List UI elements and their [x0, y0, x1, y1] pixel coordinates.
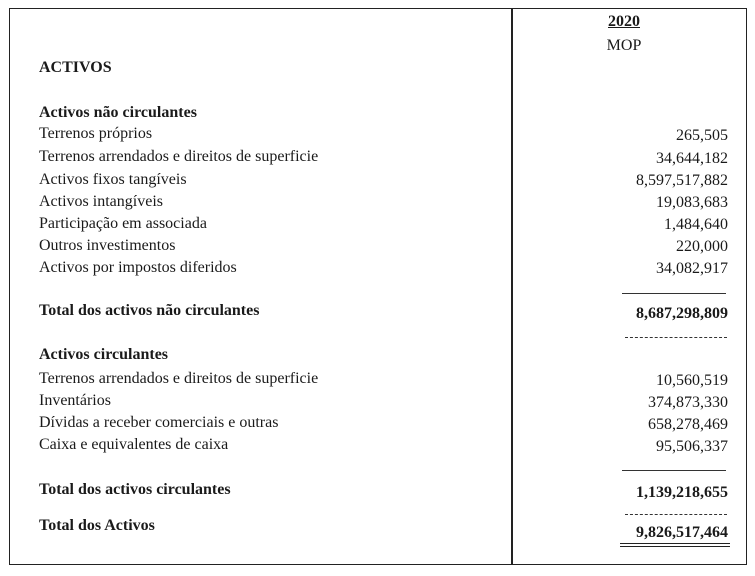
line-item-label: Activos fixos tangíveis — [39, 171, 187, 188]
line-item-value: 34,644,182 — [656, 150, 728, 167]
currency-header: MOP — [606, 37, 642, 54]
line-item-label: Inventários — [39, 392, 111, 409]
line-item-value: 19,083,683 — [656, 194, 728, 211]
line-item-label: Dívidas a receber comerciais e outras — [39, 414, 279, 431]
line-item-value: 1,484,640 — [664, 216, 728, 233]
line-item-label: Terrenos arrendados e direitos de superficie — [39, 370, 319, 387]
line-item-label: Participação em associada — [39, 215, 207, 232]
dashed-rule — [625, 514, 727, 515]
subtotal-rule — [622, 293, 726, 294]
non-current-total-value: 8,687,298,809 — [636, 305, 728, 322]
grand-total-label: Total dos Activos — [39, 517, 155, 534]
double-rule-bottom — [620, 546, 730, 547]
non-current-heading: Activos não circulantes — [39, 104, 197, 121]
line-item-label: Terrenos próprios — [39, 125, 153, 142]
line-item-label: Caixa e equivalentes de caixa — [39, 436, 229, 453]
line-item-label: Outros investimentos — [39, 237, 176, 254]
double-rule-top — [620, 543, 730, 544]
line-item-value: 265,505 — [676, 127, 728, 144]
grand-total-value: 9,826,517,464 — [636, 524, 728, 541]
line-item-value: 220,000 — [676, 238, 728, 255]
section-title: ACTIVOS — [39, 59, 112, 76]
line-item-label: Activos intangíveis — [39, 193, 163, 210]
line-item-value: 34,082,917 — [656, 260, 728, 277]
line-item-value: 10,560,519 — [656, 372, 728, 389]
line-item-value: 658,278,469 — [648, 416, 728, 433]
line-item-label: Activos por impostos diferidos — [39, 259, 237, 276]
current-total-value: 1,139,218,655 — [636, 484, 728, 501]
non-current-total-label: Total dos activos não circulantes — [39, 302, 260, 319]
current-total-label: Total dos activos circulantes — [39, 481, 231, 498]
line-item-value: 95,506,337 — [656, 438, 728, 455]
line-item-value: 374,873,330 — [648, 394, 728, 411]
column-divider — [511, 8, 513, 565]
subtotal-rule — [622, 470, 726, 471]
dashed-rule — [625, 337, 727, 338]
year-header: 2020 — [608, 13, 640, 30]
line-item-label: Terrenos arrendados e direitos de superficie — [39, 148, 319, 165]
current-heading: Activos circulantes — [39, 346, 169, 363]
line-item-value: 8,597,517,882 — [636, 172, 728, 189]
